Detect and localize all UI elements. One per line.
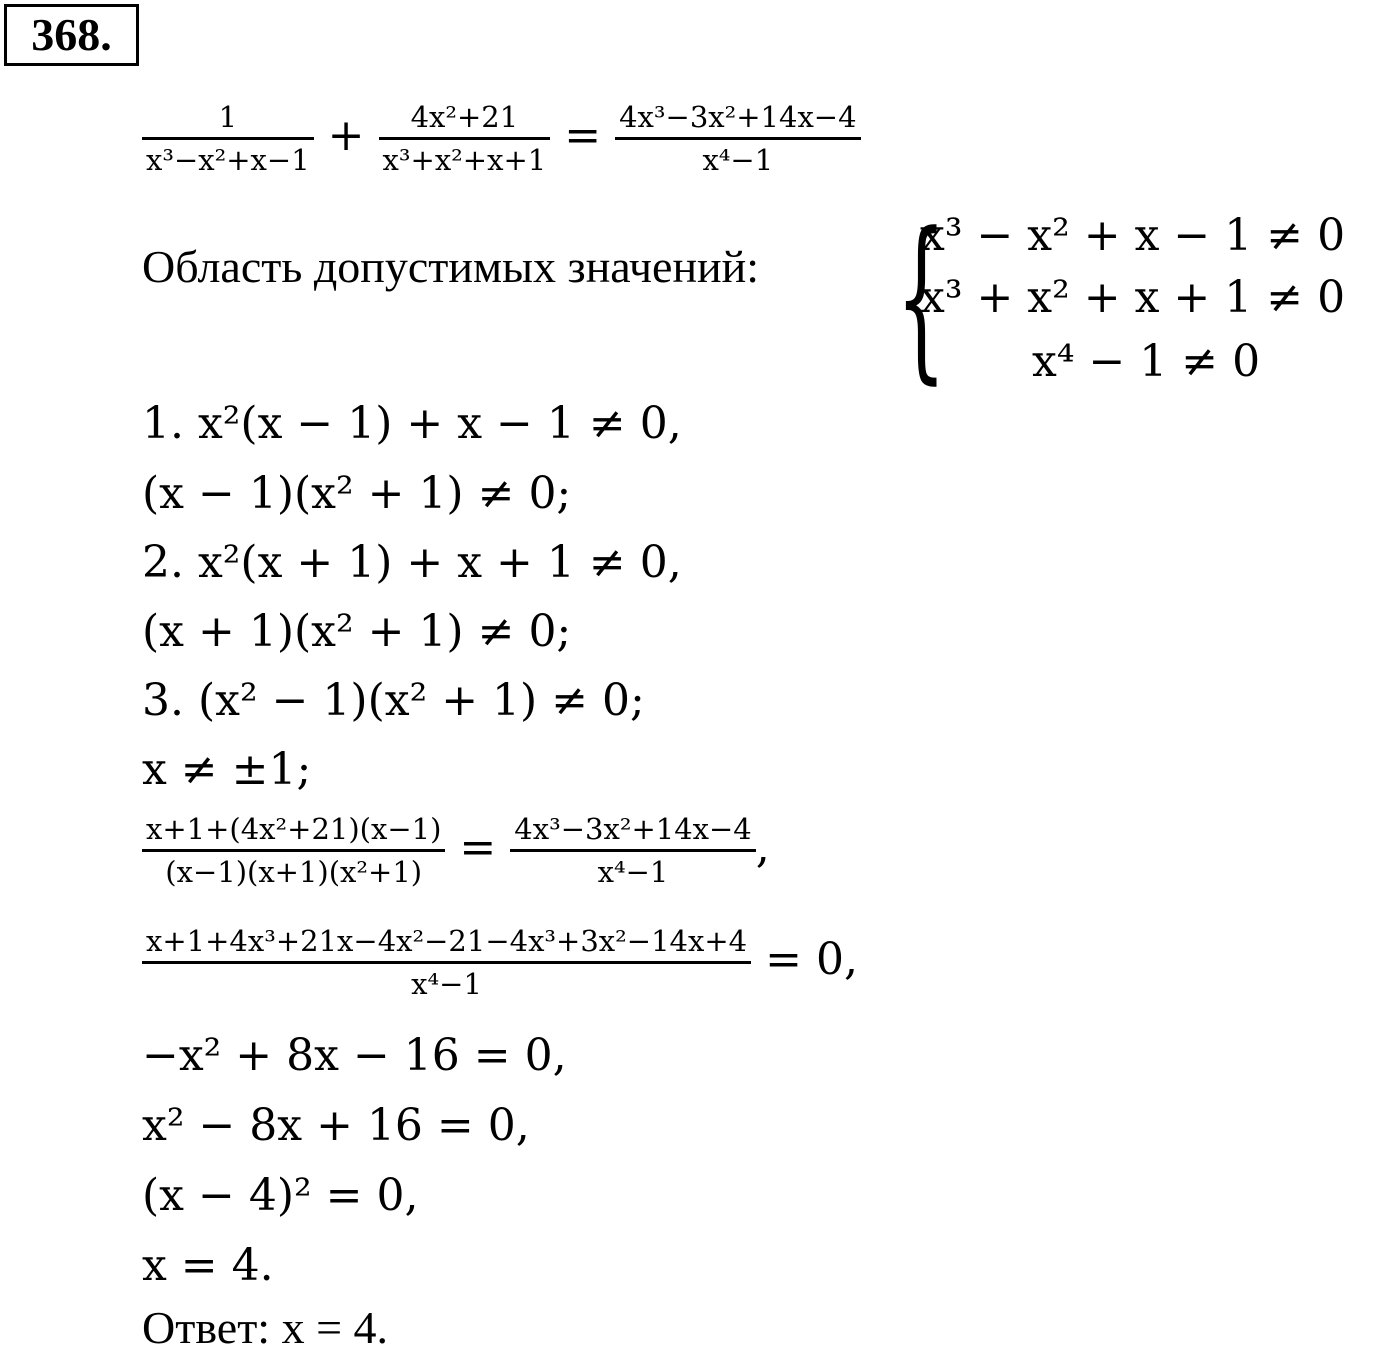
combined-right-fraction — [510, 812, 755, 889]
expanded-tail: = 0, — [765, 934, 858, 985]
system-brace: { — [896, 195, 947, 400]
combined-equals: = — [459, 822, 497, 873]
final-step-2: x² − 8x + 16 = 0, — [142, 1100, 530, 1151]
fraction-3-denominator: x⁴−1 — [615, 137, 860, 177]
answer-line: Ответ: x = 4. — [142, 1302, 389, 1353]
combined-equation — [142, 812, 770, 889]
expanded-numerator: x+1+4x³+21x−4x²−21−4x³+3x²−14x+4 — [146, 924, 748, 958]
fraction-2-denominator: x³+x²+x+1 — [379, 137, 551, 177]
combined-right-numerator: 4x³−3x²+14x−4 — [514, 812, 752, 846]
problem-number: 368. — [4, 4, 139, 66]
step-line-3: 2. x²(x + 1) + x + 1 ≠ 0, — [142, 537, 682, 588]
expanded-denominator: x⁴−1 — [142, 961, 751, 1001]
domain-condition-3: x⁴ − 1 ≠ 0 — [1032, 336, 1261, 387]
final-step-1: −x² + 8x − 16 = 0, — [142, 1030, 567, 1081]
final-step-3: (x − 4)² = 0, — [142, 1170, 419, 1221]
combined-comma: , — [755, 822, 770, 873]
fraction-3-numerator: 4x³−3x²+14x−4 — [619, 100, 857, 134]
step-line-4: (x + 1)(x² + 1) ≠ 0; — [142, 606, 572, 657]
domain-condition-1: x³ − x² + x − 1 ≠ 0 — [920, 210, 1346, 261]
fraction-2 — [379, 100, 551, 177]
domain-label: Область допустимых значений: — [142, 241, 760, 292]
step-line-6: x ≠ ±1; — [142, 744, 312, 795]
combined-left-denominator: (x−1)(x+1)(x²+1) — [142, 849, 445, 889]
step-line-2: (x − 1)(x² + 1) ≠ 0; — [142, 468, 572, 519]
fraction-1 — [142, 100, 314, 177]
main-equation — [142, 100, 861, 177]
fraction-3 — [615, 100, 860, 177]
plus-sign: + — [327, 110, 365, 161]
combined-right-denominator: x⁴−1 — [510, 849, 755, 889]
fraction-1-numerator: 1 — [218, 100, 238, 134]
step-line-5: 3. (x² − 1)(x² + 1) ≠ 0; — [142, 675, 645, 726]
fraction-2-numerator: 4x²+21 — [410, 100, 519, 134]
combined-left-fraction — [142, 812, 445, 889]
combined-left-numerator: x+1+(4x²+21)(x−1) — [146, 812, 442, 846]
final-step-4: x = 4. — [142, 1240, 274, 1291]
domain-condition-2: x³ + x² + x + 1 ≠ 0 — [920, 272, 1346, 323]
expanded-fraction — [142, 924, 751, 1001]
step-line-1: 1. x²(x − 1) + x − 1 ≠ 0, — [142, 398, 682, 449]
fraction-1-denominator: x³−x²+x−1 — [142, 137, 314, 177]
equals-sign: = — [564, 110, 602, 161]
expanded-equation — [142, 924, 858, 1001]
